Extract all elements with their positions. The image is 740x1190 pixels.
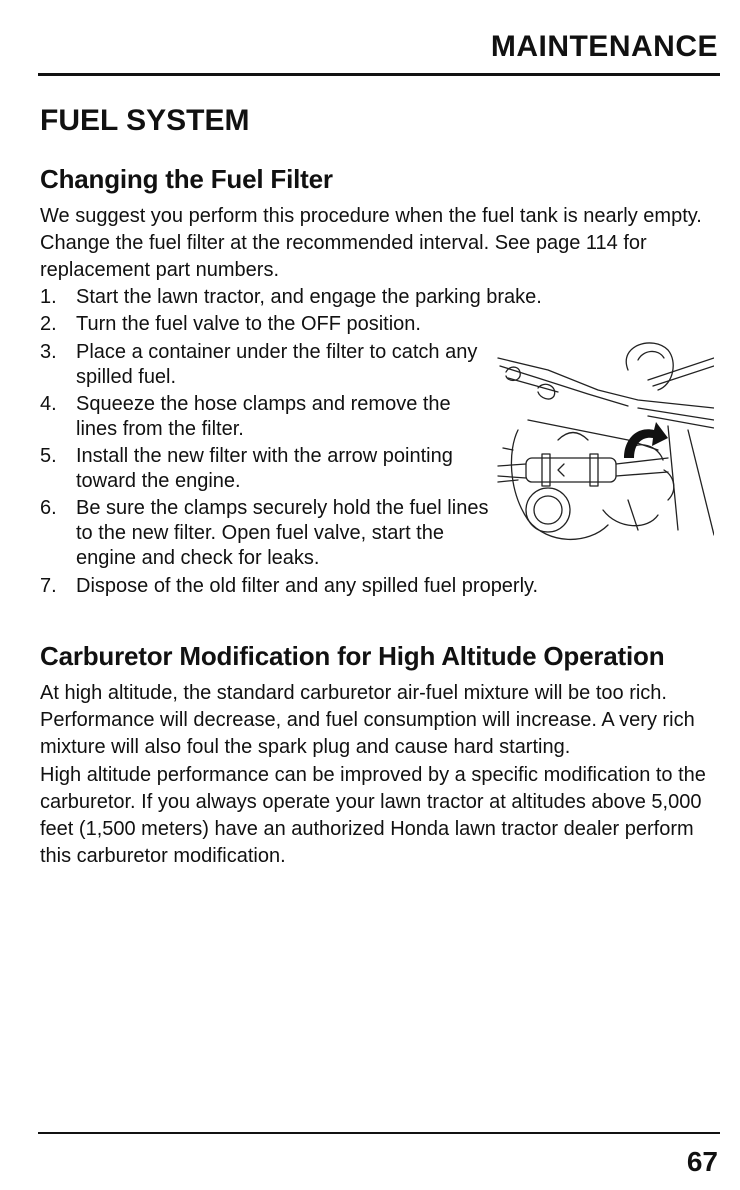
list-item (40, 392, 496, 442)
list-item (40, 340, 496, 390)
header-rule (38, 73, 720, 76)
high-altitude-paragraph-1: At high altitude, the standard carburetor air-fuel mixture will be too rich. Performance will decrease, and fuel consumption will increase. A very rich mixture will also foul the spark plug and cause hard starting. (40, 682, 695, 758)
page-number: 67 (686, 1146, 718, 1177)
list-item (40, 496, 496, 571)
fuel-filter-heading: Changing the Fuel Filter (40, 164, 333, 194)
step-text: Turn the fuel valve to the OFF position. (76, 313, 421, 335)
step-text: Squeeze the hose clamps and remove the lines from the filter. (76, 393, 451, 440)
footer-rule (38, 1132, 720, 1134)
step-text: Install the new filter with the arrow pointing toward the engine. (76, 445, 453, 492)
step-text: Be sure the clamps securely hold the fuel lines to the new filter. Open fuel valve, start the engine and check for leaks. (76, 497, 489, 569)
fuel-filter-illustration (478, 330, 714, 546)
step-number: 3. (40, 341, 57, 363)
step-text: Start the lawn tractor, and engage the parking brake. (76, 286, 542, 308)
step-number: 5. (40, 445, 57, 467)
step-number: 7. (40, 575, 57, 597)
page-title: FUEL SYSTEM (40, 104, 250, 137)
list-item (40, 286, 720, 309)
section-header: MAINTENANCE (490, 30, 718, 63)
list-item (40, 444, 496, 494)
step-text: Place a container under the filter to catch any spilled fuel. (76, 341, 478, 388)
list-item (40, 575, 720, 598)
step-text: Dispose of the old filter and any spilled fuel properly. (76, 575, 539, 597)
step-number: 2. (40, 313, 57, 335)
step-number: 1. (40, 286, 57, 308)
fuel-filter-intro: We suggest you perform this procedure when the fuel tank is nearly empty. Change the fuel filter at the recommended interval. See page 114 for replacement part numbers. (40, 205, 702, 281)
high-altitude-heading: Carburetor Modification for High Altitude Operation (40, 641, 665, 671)
step-number: 6. (40, 497, 57, 519)
step-number: 4. (40, 393, 57, 415)
high-altitude-paragraph-2: High altitude performance can be improved by a specific modification to the carburetor. If you always operate your lawn tractor at altitudes above 5,000 feet (1,500 meters) have an authorized Honda lawn tractor dealer perform this carburetor modification. (40, 764, 706, 867)
